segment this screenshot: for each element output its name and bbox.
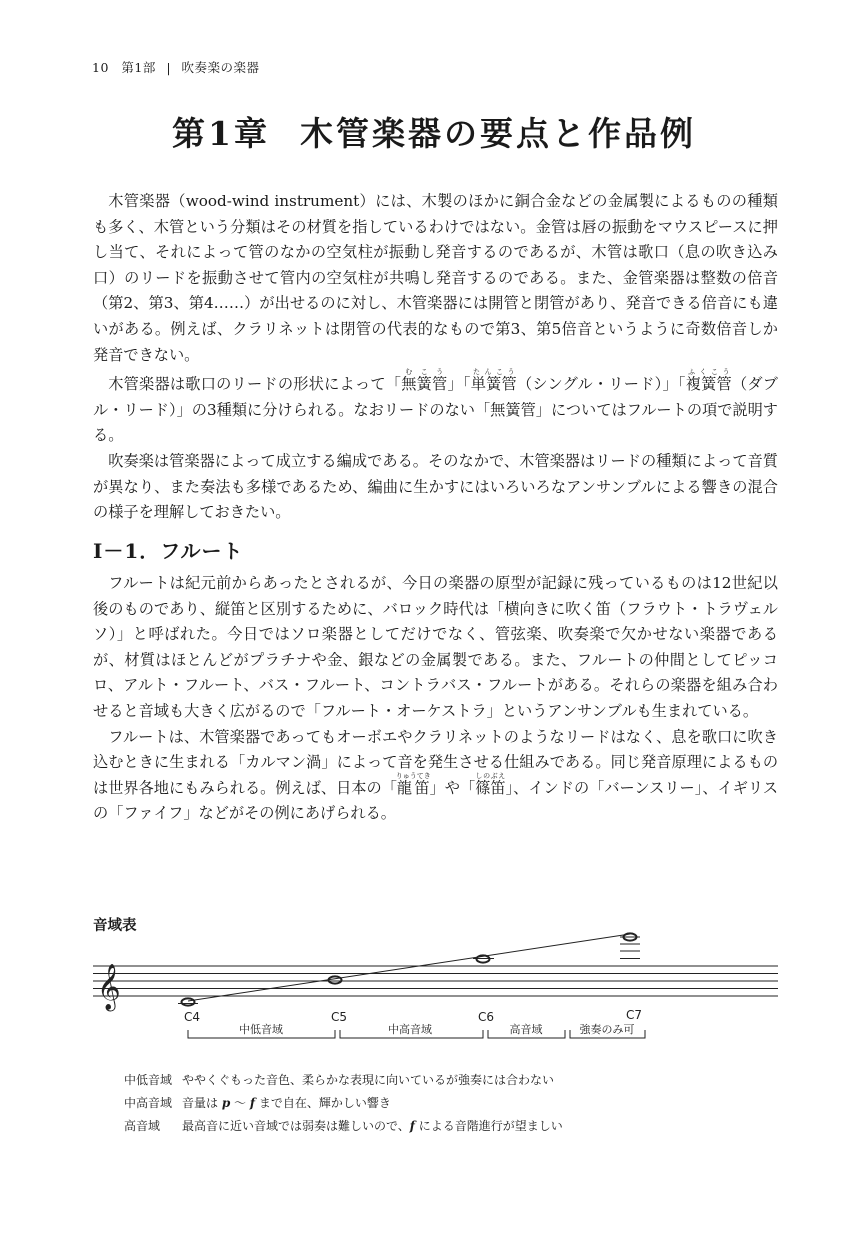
instrument-ryuteki: 龍笛りゅうてき [395, 771, 431, 797]
flute-paragraph-1: フルートは紀元前からあったとされるが、今日の楽器の原型が記録に残っているものは12世紀以後のものであり、縦笛と区別するために、バロック時代は「横向きに吹く笛（フラウト・トラヴェルソ）」と呼ばれた。今日ではソロ楽器としてだけでなく、管弦楽、吹奏楽で欠かせない楽器であるが、材質はほとんどがプラチナや金、銀などの金属製である。また、フルートの仲間としてピッコロ、アルト・フルート、バス・フルート、コントラバス・フルートがある。それらの楽器を組み合わせると音域も大きく広がるので「フルート・オーケストラ」というアンサンブルも生まれている。 [93, 574, 778, 720]
range-note-label: 中高音域 [124, 1096, 173, 1110]
range-label-low-mid: 中低音域 [239, 1023, 283, 1036]
range-note-1 [124, 1071, 554, 1088]
range-note-label: 高音域 [124, 1119, 161, 1133]
range-chart-title: 音域表 [93, 918, 137, 934]
note-c6 [477, 955, 490, 962]
staff-lines [93, 966, 778, 996]
part-title: 吹奏楽の楽器 [181, 60, 260, 75]
note-label-c7: C7 [626, 1008, 643, 1022]
chapter-title [0, 108, 868, 155]
flute-paragraph-2: フルートは、木管楽器であってもオーボエやクラリネットのようなリードはなく、息を歌口に吹き込むときに生まれる「カルマン渦」によって音を発生させる仕組みである。同じ発音原理によるものは世界各地にもみられる。例えば、日本の「龍笛りゅうてき」や「篠笛しのぶえ」、インドの「バーンスリー」、イギリスの「ファイフ」などがその例にあげられる。 [93, 727, 779, 823]
chapter-number: 第1章 [172, 114, 270, 153]
intro-paragraph-2: 木管楽器は歌口のリードの形状によって「無簧管むこう」「単簧管たんこう（シングル・リード）」「複簧管ふくこう（ダブル・リード）」の3種類に分けられる。なおリードのない「無簧管」についてはフルートの項で説明する。 [93, 368, 778, 445]
range-note-2: 中高音域 音量は p ～ f まで自在、輝かしい響き [124, 1096, 391, 1110]
note-c7 [624, 933, 637, 940]
dynamic-forte: f [249, 1096, 256, 1110]
note-c4 [182, 998, 195, 1005]
reed-term-2: 単簧管たんこう [470, 368, 517, 394]
note-label-c4: C4 [184, 1010, 201, 1024]
header-separator: | [166, 60, 172, 75]
range-slope-line [188, 934, 630, 1001]
range-brackets [188, 1030, 645, 1038]
instrument-shinobue: 篠笛しのぶえ [475, 771, 506, 797]
dynamic-forte: f [409, 1119, 415, 1133]
reed-term-1: 無簧管むこう [401, 368, 448, 394]
page-number: 10 [92, 60, 109, 75]
note-c5 [329, 976, 342, 983]
note-label-c6: C6 [478, 1010, 495, 1024]
flute-body [93, 571, 778, 827]
note-label-c5: C5 [331, 1010, 348, 1024]
range-label-forte-only: 強奏のみ可 [579, 1023, 635, 1036]
range-label-mid-high: 中高音域 [388, 1023, 432, 1036]
range-note-text: ややくぐもった音色、柔らかな表現に向いているが強奏には合わない [182, 1073, 555, 1087]
part-label: 第1部 [121, 60, 156, 75]
range-note-3: 高音域 最高音に近い音域では弱奏は難しいので、f による音階進行が望ましい [124, 1119, 563, 1133]
running-header [92, 58, 260, 76]
dynamic-piano: p [221, 1096, 231, 1110]
ledger-lines [178, 937, 640, 1004]
section-heading: Ⅰ－1．フルート [93, 539, 244, 563]
intro-paragraph-1: 木管楽器（wood-wind instrument）には、木製のほかに銅合金などの金属製によるものの種類も多く、木管という分類はその材質を指しているわけではない。金管は唇の振動をマウスピースに押し当て、それによって管のなかの空気柱が振動し発音するのであるが、木管は歌口（息の吹き込み口）のリードを振動させて管内の空気柱が共鳴し発音するのである。また、金管楽器は整数の倍音（第2、第3、第4……）が出せるのに対し、木管楽器には開管と閉管があり、発音できる倍音にも違いがある。例えば、クラリネットは閉管の代表的なもので第3、第5倍音というように奇数倍音しか発音できない。 [93, 192, 778, 364]
reed-term-3: 複簧管ふくこう [685, 368, 732, 394]
chapter-name: 木管楽器の要点と作品例 [299, 114, 696, 153]
intro-paragraph-3: 吹奏楽は管楽器によって成立する編成である。そのなかで、木管楽器はリードの種類によって音質が異なり、また奏法も多様であるため、編曲に生かすにはいろいろなアンサンブルによる響きの混合の様子を理解しておきたい。 [93, 451, 778, 522]
treble-clef-icon: 𝄞 [97, 964, 121, 1010]
intro-body [93, 189, 778, 526]
range-label-high: 高音域 [509, 1023, 543, 1036]
range-note-label: 中低音域 [124, 1073, 173, 1087]
